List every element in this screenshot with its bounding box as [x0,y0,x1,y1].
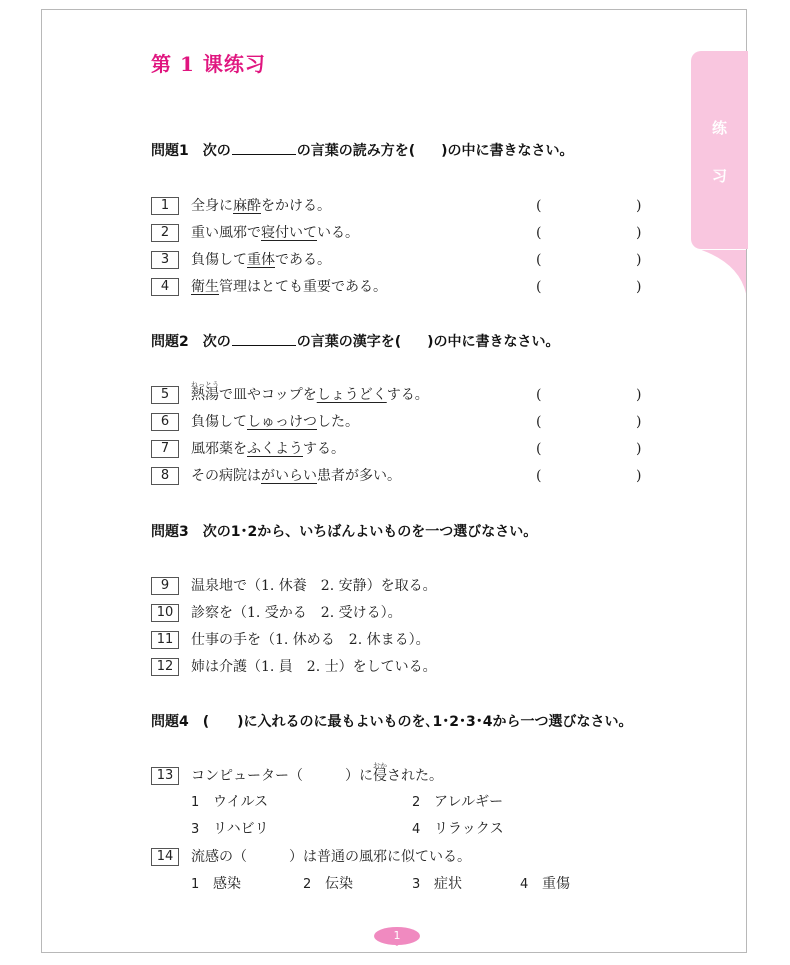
item-stem: ねっとう 熱湯で皿やコップをしょうどくする。 [191,386,429,404]
item-stem: 温泉地で（1. 休養 2. 安静）を取る。 [191,578,437,594]
item-number: 7 [151,440,179,458]
item-number: 4 [151,278,179,296]
answer-close-paren: ) [636,468,642,484]
item-number: 3 [151,251,179,269]
item-stem: 衛生管理はとても重要である。 [191,279,387,295]
option: 2 アレルギー [412,794,504,810]
target-word: 衛生 [191,279,219,295]
answer-close-paren: ) [636,441,642,457]
item-number: 8 [151,467,179,485]
answer-close-paren: ) [636,225,642,241]
option: 3 リハビリ [191,821,269,837]
answer-open-paren: ( [536,414,542,430]
page-number: 1 [393,929,401,942]
option: 4 重傷 [520,876,570,892]
answer-open-paren: ( [536,198,542,214]
item-stem: 姉は介護（1. 員 2. 士）をしている。 [191,659,437,675]
question-2-heading: 問題2 次の の言葉の漢字を( )の中に書きなさい。 [151,331,560,351]
question-4-heading: 問題4 ( )に入れるのに最もよいものを､1･2･3･4から一つ選びなさい。 [151,714,633,730]
answer-open-paren: ( [536,468,542,484]
answer-open-paren: ( [536,441,542,457]
page-number-badge [373,926,421,946]
side-tab-char-2: 习 [711,167,727,185]
target-word: 麻酔 [233,198,261,214]
item-number: 2 [151,224,179,242]
page-title: 第 1 课练习 [151,52,266,76]
item-stem: 重い風邪で寝付いている。 [191,225,359,241]
option: 1 感染 [191,876,241,892]
question-1-heading: 問題1 次の の言葉の読み方を( )の中に書きなさい。 [151,140,574,160]
option: 1 ウイルス [191,794,269,810]
target-word: 寝付いて [261,225,317,241]
question-3-heading: 問題3 次の1･2から、いちばんよいものを一つ選びなさい。 [151,524,538,540]
answer-close-paren: ) [636,198,642,214]
answer-close-paren: ) [636,279,642,295]
option: 4 リラックス [412,821,504,837]
item-number: 13 [151,767,179,785]
item-stem: その病院はがいらい患者が多い。 [191,468,401,484]
side-tab-fold [700,250,746,296]
answer-open-paren: ( [536,279,542,295]
target-word: 重体 [247,252,275,268]
furigana: ねっとう [191,381,219,389]
answer-close-paren: ) [636,252,642,268]
answer-close-paren: ) [636,414,642,430]
item-stem: 全身に麻酔をかける。 [191,198,331,214]
target-word: ふくよう [247,441,303,457]
answer-open-paren: ( [536,225,542,241]
item-stem: 負傷してしゅっけつした。 [191,414,359,430]
target-word: がいらい [261,468,317,484]
item-stem: 負傷して重体である。 [191,252,331,268]
side-tab [691,51,748,249]
item-number: 10 [151,604,179,622]
item-number: 14 [151,848,179,866]
item-number: 11 [151,631,179,649]
item-stem: 流感の（ ）は普通の風邪に似ている。 [191,849,471,865]
furigana: おか [373,762,387,770]
option: 3 症状 [412,876,462,892]
item-number: 5 [151,386,179,404]
answer-open-paren: ( [536,252,542,268]
option: 2 伝染 [303,876,353,892]
item-number: 1 [151,197,179,215]
answer-open-paren: ( [536,387,542,403]
item-stem: 風邪薬をふくようする。 [191,441,345,457]
item-number: 12 [151,658,179,676]
item-stem: コンピューター（ ）に おか 侵された。 [191,767,443,785]
side-tab-char-1: 练 [711,119,727,137]
target-word: しゅっけつ [247,414,317,430]
item-stem: 診察を（1. 受かる 2. 受ける）。 [191,605,402,621]
item-number: 6 [151,413,179,431]
target-word: しょうどく [316,387,387,403]
item-number: 9 [151,577,179,595]
item-stem: 仕事の手を（1. 休める 2. 休まる）。 [191,632,430,648]
answer-close-paren: ) [636,387,642,403]
